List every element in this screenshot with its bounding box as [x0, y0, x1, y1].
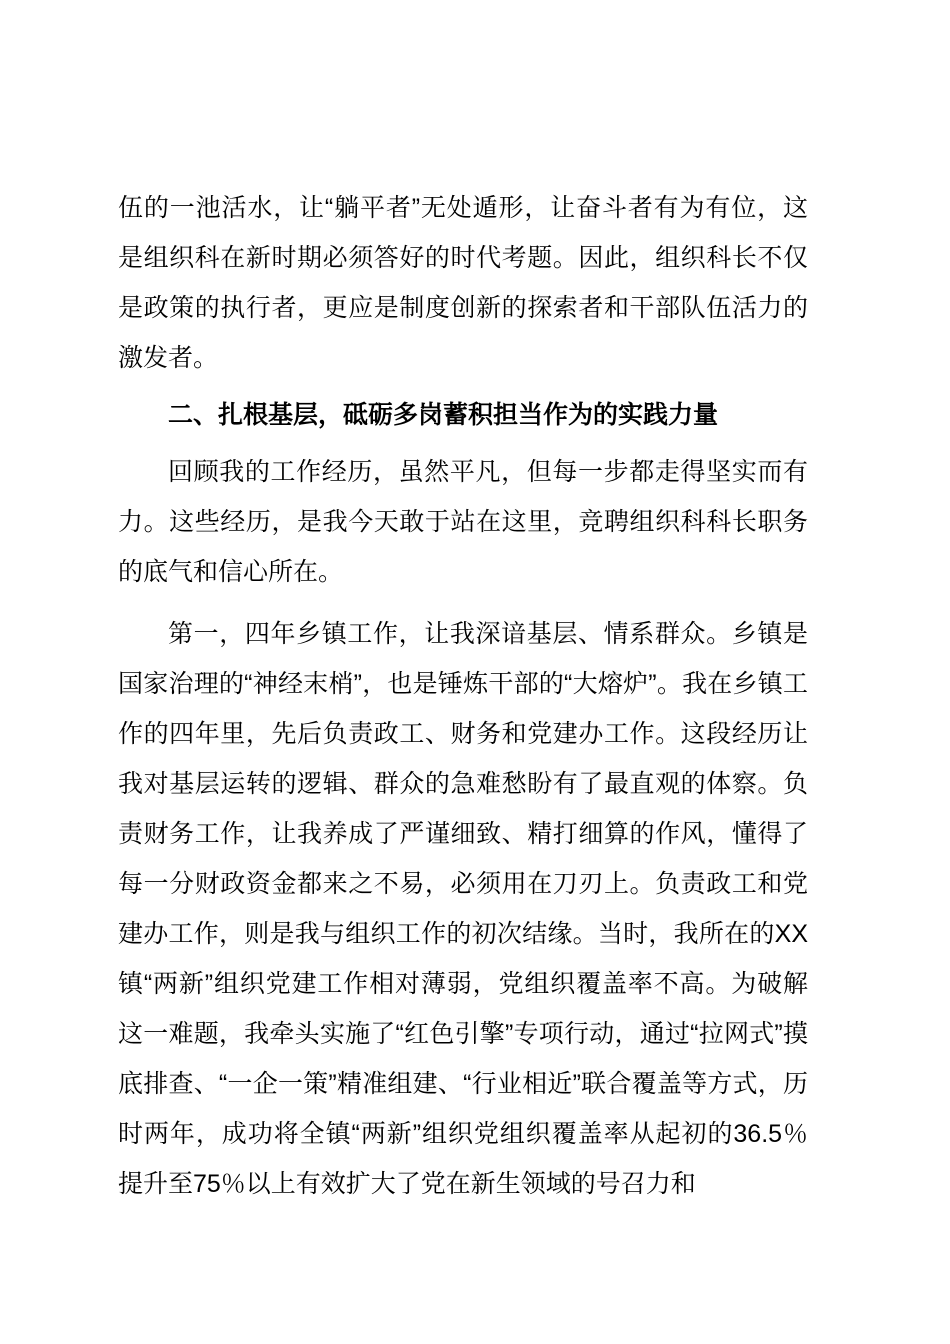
paragraph-continuation: 伍的一池活水，让“躺平者”无处遁形，让奋斗者有为有位，这是组织科在新时期必须答好的时代考题。因此，组织科长不仅是政策的执行者，更应是制度创新的探索者和干部队伍活力的激发者。: [118, 194, 808, 372]
paragraph: 第一，四年乡镇工作，让我深谙基层、情系群众。乡镇是国家治理的“神经末梢”，也是锤炼干部的“大熔炉”。我在乡镇工作的四年里，先后负责政工、财务和党建办工作。这段经历让我对基层运转的逻辑、群众的急难愁盼有了最直观的体察。负责财务工作，让我养成了严谨细致、精打细算的作风，懂得了每一分财政资金都来之不易，必须用在刀刃上。负责政工和党建办工作，则是我与组织工作的初次结缘。当时，我所在的XX镇“两新”组织党建工作相对薄弱，党组织覆盖率不高。为破解这一难题，我牵头实施了“红色引擎”专项行动，通过“拉网式”摸底排查、“一企一策”精准组建、“行业相近”联合覆盖等方式，历时两年，成功将全镇“两新”组织党组织覆盖率从起初的36.5％提升至75％以上有效扩大了党在新生领域的号召力和: [118, 620, 808, 1198]
paragraph: 回顾我的工作经历，虽然平凡，但每一步都走得坚实而有力。这些经历，是我今天敢于站在这里，竞聘组织科科长职务的底气和信心所在。: [118, 458, 808, 586]
document-content: [118, 183, 808, 1209]
section-heading: 二、扎根基层，砥砺多岗蓄积担当作为的实践力量: [168, 401, 719, 429]
